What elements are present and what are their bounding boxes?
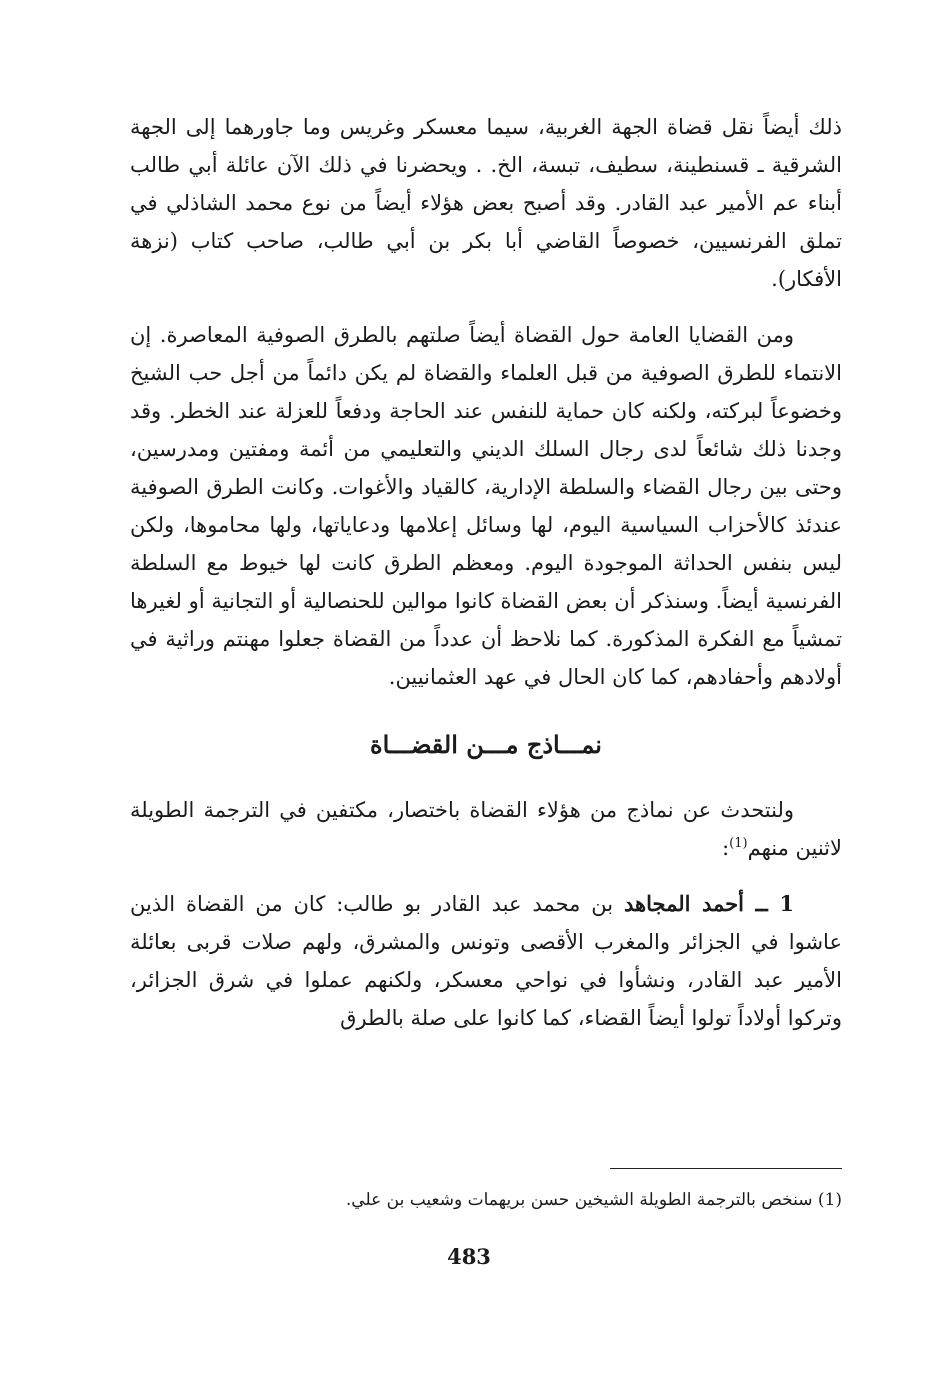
paragraph-3-end: : [722, 836, 730, 860]
paragraph-3-text: ولنتحدث عن نماذج من هؤلاء القضاة باختصار، مكتفين في الترجمة الطويلة لاثنين منهم [130, 798, 842, 860]
paragraph-4 [130, 885, 842, 1037]
footnote-reference[interactable]: (1) [729, 836, 748, 851]
footnote: (1) سنخص بالترجمة الطويلة الشيخين حسن بريهمات وشعيب بن علي. [345, 1190, 842, 1210]
paragraph-3 [130, 791, 842, 867]
page-number: 483 [447, 1244, 491, 1269]
page-body [130, 108, 842, 1037]
footnote-divider [610, 1168, 842, 1169]
paragraph-1: ذلك أيضاً نقل قضاة الجهة الغربية، سيما معسكر وغريس وما جاورهما إلى الجهة الشرقية ـ قسنطينة، سطيف، تبسة، الخ. . ويحضرنا في ذلك الآن عائلة أبي طالب أبناء عم الأمير عبد القادر. وقد أصبح بعض هؤلاء أيضاً من نوع محمد الشاذلي في تملق الفرنسيين، خصوصاً القاضي أبا بكر بن أبي طالب، صاحب كتاب (نزهة الأفكار). [130, 115, 842, 291]
section-heading: نمـــاذج مـــن القضـــاة [370, 730, 602, 759]
paragraph-2: ومن القضايا العامة حول القضاة أيضاً صلتهم بالطرق الصوفية المعاصرة. إن الانتماء للطرق الصوفية من قبل العلماء والقضاة لم يكن دائماً من أجل حب الشيخ وخضوعاً لبركته، ولكنه كان حماية للنفس عند الحاجة ودفعاً للعزلة عند الخطر. وقد وجدنا ذلك شائعاً لدى رجال السلك الديني والتعليمي من أئمة ومفتين ومدرسين، وحتى بين رجال القضاء والسلطة الإدارية، كالقياد والأغوات. وكانت الطرق الصوفية عندئذ كالأحزاب السياسية اليوم، لها وسائل إعلامها ودعاياتها، ولها محاموها، ولكن ليس بنفس الحداثة الموجودة اليوم. ومعظم الطرق كانت لها خيوط مع السلطة الفرنسية أيضاً. وسنذكر أن بعض القضاة كانوا موالين للحنصالية أو التجانية أو لغيرها تمشياً مع الفكرة المذكورة. كما نلاحظ أن عدداً من القضاة جعلوا مهنتم وراثية في أولادهم وأحفادهم، كما كان الحال في عهد العثمانيين. [130, 323, 842, 689]
paragraph-4-text: بن محمد عبد القادر بو طالب: كان من القضاة الذين عاشوا في الجزائر والمغرب الأقصى وتونس والمشرق، ولهم صلات قربى بعائلة الأمير عبد القادر، ونشأوا في نواحي معسكر، ولكنهم عملوا في شرق الجزائر، وتركوا أولاداً تولوا أيضاً القضاء، كما كانوا على صلة بالطرق [130, 892, 842, 1030]
entry-heading: 1 ــ أحمد المجاهد [624, 891, 794, 916]
